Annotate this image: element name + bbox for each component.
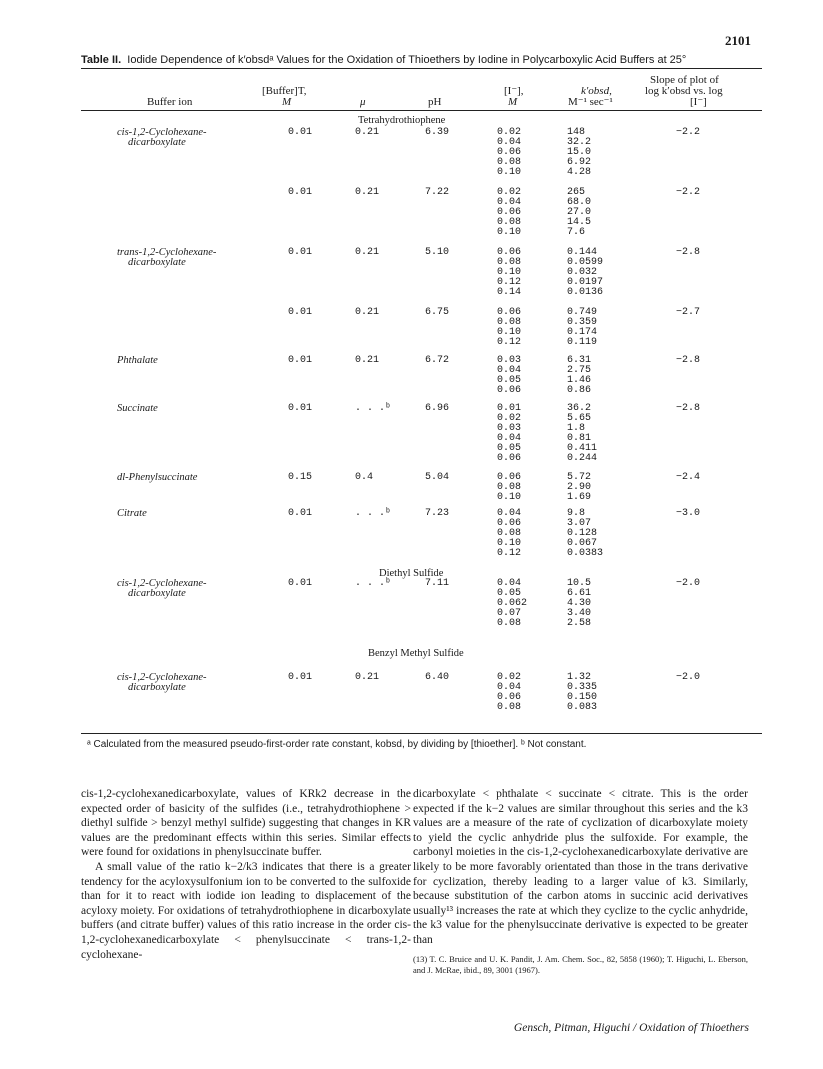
slope-cell: −2.8: [676, 247, 701, 258]
header-buffer-t: [Buffer]T,: [262, 85, 307, 97]
paragraph: A small value of the ratio k−2/k3 indicates that there is a greater tendency for the acyloxysulfonium ion to be converted to the sulfoxide than for it to react with iodide ion leading to displacement of the acyloxy moiety. For oxidations of tetrahydrothiophene in dicarboxylate buffers (and citrate buffer) values of this ratio increase in the order cis-1,2-cyclohexanedicarboxylate < phenylsuccinate < trans-1,2-cyclohexane-: [81, 860, 411, 961]
paragraph: cis-1,2-cyclohexanedicarboxylate, values of KRk2 decrease in the expected order of basicity of the sulfides (i.e., tetrahydrothiophene > diethyl sulfide > benzyl methyl sulfide) suggesting that changes in KR values are the predominant effects within this series. Similar effects were found for oxidations in phenylsuccinate buffer.: [81, 788, 411, 859]
iodide-cell: 0.03 0.04 0.05 0.06: [497, 355, 522, 396]
ph-cell: 5.04: [425, 472, 450, 483]
k-obsd-cell: 148 32.2 15.0 6.92 4.28: [567, 127, 592, 178]
slope-cell: −3.0: [676, 508, 701, 519]
buffer-ion-cell-line2: dicarboxylate: [128, 682, 186, 693]
mu-cell: 0.21: [355, 355, 380, 366]
mu-cell: 0.21: [355, 247, 380, 258]
slope-cell: −2.2: [676, 187, 701, 198]
header-slope-2: log k′obsd vs. log: [645, 85, 723, 97]
mu-cell: 0.4: [355, 472, 374, 483]
body-column-left: [81, 787, 411, 962]
ph-cell: 6.39: [425, 127, 450, 138]
buffer-ion-cell: cis-1,2-Cyclohexane-: [117, 578, 207, 589]
table-label: Table II.: [81, 54, 122, 66]
header-iodide: [I⁻],: [504, 85, 524, 97]
buffer-t-cell: 0.01: [288, 187, 313, 198]
k-obsd-cell: 9.8 3.07 0.128 0.067 0.0383: [567, 508, 604, 559]
mu-cell: 0.21: [355, 127, 380, 138]
iodide-cell: 0.02 0.04 0.06 0.08 0.10: [497, 187, 522, 238]
ph-cell: 6.75: [425, 307, 450, 318]
buffer-ion-cell: Citrate: [117, 508, 147, 519]
iodide-cell: 0.06 0.08 0.10 0.12 0.14: [497, 247, 522, 298]
buffer-ion-cell: trans-1,2-Cyclohexane-: [117, 247, 217, 258]
paragraph: dicarboxylate < phthalate < succinate < citrate. This is the order expected if the k−2 values are similar throughout this series and the k3 values are a measure of the rate of cyclization of dicarboxylate moiety to yield the cyclic anhydride plus the sulfoxide. For example, the carbonyl moieties in the cis-1,2-cyclohexanedicarboxylate derivative are likely to be more favorably orientated than those in the trans derivative for cyclization, thereby leading to a larger value of k3. Similarly, because substitution of the carbon atoms in succinic acid derivatives usually¹³ increases the rate at which they cyclize to the cyclic anhydride, the k3 value for the phenylsuccinate derivative is expected to be greater than: [413, 788, 748, 946]
mu-cell: 0.21: [355, 307, 380, 318]
buffer-t-cell: 0.01: [288, 508, 313, 519]
header-buffer-ion: Buffer ion: [147, 96, 193, 108]
table-top-rule: [81, 68, 762, 69]
mu-cell: 0.21: [355, 672, 380, 683]
k-obsd-cell: 36.2 5.65 1.8 0.81 0.411 0.244: [567, 403, 598, 464]
buffer-t-cell: 0.01: [288, 403, 313, 414]
slope-cell: −2.7: [676, 307, 701, 318]
k-obsd-cell: 5.72 2.90 1.69: [567, 472, 592, 503]
mu-cell: . . .ᵇ: [355, 403, 392, 414]
iodide-cell: 0.02 0.04 0.06 0.08 0.10: [497, 127, 522, 178]
k-obsd-cell: 265 68.0 27.0 14.5 7.6: [567, 187, 592, 238]
buffer-t-cell: 0.01: [288, 355, 313, 366]
iodide-cell: 0.06 0.08 0.10 0.12: [497, 307, 522, 348]
header-mu: μ: [360, 96, 366, 108]
iodide-cell: 0.04 0.05 0.062 0.07 0.08: [497, 578, 528, 629]
table-title: Iodide Dependence of k′obsdᵃ Values for the Oxidation of Thioethers by Iodine in Polycarboxylic Acid Buffers at 25°: [127, 54, 687, 66]
ph-cell: 6.72: [425, 355, 450, 366]
k-obsd-cell: 6.31 2.75 1.46 0.86: [567, 355, 592, 396]
buffer-t-cell: 0.01: [288, 672, 313, 683]
mu-cell: . . .ᵇ: [355, 578, 392, 589]
header-slope-1: Slope of plot of: [650, 74, 719, 86]
iodide-cell: 0.01 0.02 0.03 0.04 0.05 0.06: [497, 403, 522, 464]
buffer-t-cell: 0.01: [288, 578, 313, 589]
buffer-ion-cell-line2: dicarboxylate: [128, 257, 186, 268]
ph-cell: 5.10: [425, 247, 450, 258]
header-iodide-unit: M: [508, 96, 518, 108]
page-number: 2101: [725, 33, 751, 48]
k-obsd-cell: 0.749 0.359 0.174 0.119: [567, 307, 598, 348]
header-buffer-t-unit: M: [282, 96, 292, 108]
k-obsd-cell: 0.144 0.0599 0.032 0.0197 0.0136: [567, 247, 604, 298]
body-column-right: [413, 787, 748, 976]
k-obsd-cell: 10.5 6.61 4.30 3.40 2.58: [567, 578, 592, 629]
section-diethyl-sulfide: Diethyl Sulfide: [379, 568, 444, 579]
iodide-cell: 0.06 0.08 0.10: [497, 472, 522, 503]
header-k-obsd: k′obsd,: [581, 85, 612, 97]
slope-cell: −2.4: [676, 472, 701, 483]
k-obsd-cell: 1.32 0.335 0.150 0.083: [567, 672, 598, 713]
table-header-rule: [81, 110, 762, 111]
header-ph: pH: [428, 96, 442, 108]
section-benzyl-methyl-sulfide: Benzyl Methyl Sulfide: [368, 648, 464, 659]
buffer-ion-cell: cis-1,2-Cyclohexane-: [117, 672, 207, 683]
ph-cell: 7.11: [425, 578, 450, 589]
table-footnote: ᵃ Calculated from the measured pseudo-first-order rate constant, kobsd, by dividing by [thioether]. ᵇ Not constant.: [87, 739, 587, 750]
ph-cell: 6.96: [425, 403, 450, 414]
ph-cell: 6.40: [425, 672, 450, 683]
table-caption: [81, 54, 761, 66]
buffer-t-cell: 0.01: [288, 247, 313, 258]
header-k-obsd-unit: M⁻¹ sec⁻¹: [568, 96, 613, 108]
iodide-cell: 0.04 0.06 0.08 0.10 0.12: [497, 508, 522, 559]
table-bottom-rule: [81, 733, 762, 734]
reference-13: (13) T. C. Bruice and U. K. Pandit, J. Am. Chem. Soc., 82, 5858 (1960); T. Higuchi, L. Eberson, and J. McRae, ibid., 89, 3001 (1967).: [413, 953, 748, 975]
ph-cell: 7.22: [425, 187, 450, 198]
buffer-t-cell: 0.15: [288, 472, 313, 483]
slope-cell: −2.0: [676, 672, 701, 683]
buffer-t-cell: 0.01: [288, 307, 313, 318]
iodide-cell: 0.02 0.04 0.06 0.08: [497, 672, 522, 713]
slope-cell: −2.0: [676, 578, 701, 589]
slope-cell: −2.8: [676, 355, 701, 366]
buffer-ion-cell: Succinate: [117, 403, 158, 414]
section-tetrahydrothiophene: Tetrahydrothiophene: [358, 115, 446, 126]
running-footer: Gensch, Pitman, Higuchi / Oxidation of Thioethers: [513, 1022, 749, 1034]
buffer-ion-cell: dl-Phenylsuccinate: [117, 472, 198, 483]
mu-cell: 0.21: [355, 187, 380, 198]
buffer-ion-cell: Phthalate: [117, 355, 158, 366]
slope-cell: −2.8: [676, 403, 701, 414]
buffer-ion-cell: cis-1,2-Cyclohexane-: [117, 127, 207, 138]
mu-cell: . . .ᵇ: [355, 508, 392, 519]
header-slope-3: [I⁻]: [690, 96, 707, 108]
buffer-t-cell: 0.01: [288, 127, 313, 138]
buffer-ion-cell-line2: dicarboxylate: [128, 588, 186, 599]
slope-cell: −2.2: [676, 127, 701, 138]
buffer-ion-cell-line2: dicarboxylate: [128, 137, 186, 148]
ph-cell: 7.23: [425, 508, 450, 519]
